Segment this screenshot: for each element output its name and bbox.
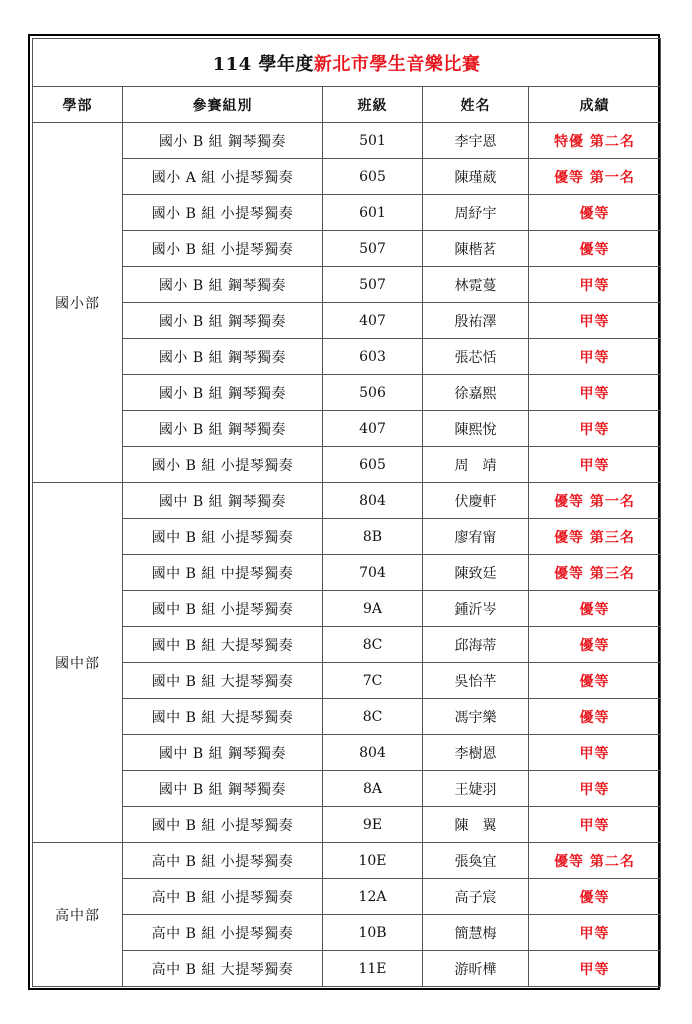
table-row: [33, 303, 661, 339]
table-row: [33, 663, 661, 699]
header-class: 班級: [323, 87, 423, 123]
class-cell: 8A: [323, 771, 423, 807]
category-cell: 國小 B 組 鋼琴獨奏: [123, 123, 323, 159]
grade-cell: 甲等: [529, 267, 661, 303]
category-cell: 高中 B 組 小提琴獨奏: [123, 879, 323, 915]
page-title: [33, 39, 661, 87]
grade-cell: 甲等: [529, 735, 661, 771]
grade-cell: 優等 第二名: [529, 843, 661, 879]
grade-cell: 甲等: [529, 771, 661, 807]
header-category: 參賽組別: [123, 87, 323, 123]
student-name-cell: 陳瑾葳: [423, 159, 529, 195]
student-name-cell: 張芯恬: [423, 339, 529, 375]
division-cell: 高中部: [33, 843, 123, 987]
student-name-cell: 徐嘉熙: [423, 375, 529, 411]
table-row: [33, 843, 661, 879]
grade-cell: 甲等: [529, 375, 661, 411]
grade-cell: 特優 第二名: [529, 123, 661, 159]
class-cell: 407: [323, 303, 423, 339]
class-cell: 9A: [323, 591, 423, 627]
division-cell: 國中部: [33, 483, 123, 843]
grade-cell: 甲等: [529, 951, 661, 987]
title-row: [33, 39, 661, 87]
title-year: 114 學年度: [212, 53, 314, 75]
student-name-cell: 馮宇樂: [423, 699, 529, 735]
grade-cell: 甲等: [529, 303, 661, 339]
table-row: [33, 771, 661, 807]
table-row: [33, 447, 661, 483]
class-cell: 601: [323, 195, 423, 231]
student-name-cell: 李宇恩: [423, 123, 529, 159]
table-row: [33, 123, 661, 159]
table-row: [33, 915, 661, 951]
student-name-cell: 高子宸: [423, 879, 529, 915]
category-cell: 國小 B 組 鋼琴獨奏: [123, 303, 323, 339]
student-name-cell: 李樹恩: [423, 735, 529, 771]
table-row: [33, 699, 661, 735]
student-name-cell: 游昕樺: [423, 951, 529, 987]
category-cell: 國中 B 組 鋼琴獨奏: [123, 771, 323, 807]
header-grade: 成績: [529, 87, 661, 123]
grade-cell: 優等: [529, 663, 661, 699]
grade-cell: 優等: [529, 591, 661, 627]
category-cell: 國中 B 組 小提琴獨奏: [123, 519, 323, 555]
results-table: [32, 38, 661, 987]
student-name-cell: 邱海蒂: [423, 627, 529, 663]
table-row: [33, 627, 661, 663]
class-cell: 10E: [323, 843, 423, 879]
class-cell: 605: [323, 159, 423, 195]
category-cell: 高中 B 組 小提琴獨奏: [123, 915, 323, 951]
table-row: [33, 159, 661, 195]
student-name-cell: 張奐宜: [423, 843, 529, 879]
grade-cell: 甲等: [529, 447, 661, 483]
table-row: [33, 231, 661, 267]
class-cell: 9E: [323, 807, 423, 843]
grade-cell: 甲等: [529, 807, 661, 843]
student-name-cell: 林霓蔓: [423, 267, 529, 303]
student-name-cell: 陳致廷: [423, 555, 529, 591]
class-cell: 501: [323, 123, 423, 159]
header-name: 姓名: [423, 87, 529, 123]
category-cell: 國小 B 組 鋼琴獨奏: [123, 267, 323, 303]
student-name-cell: 陳熙悅: [423, 411, 529, 447]
grade-cell: 優等 第一名: [529, 159, 661, 195]
student-name-cell: 吳怡芊: [423, 663, 529, 699]
table-row: [33, 411, 661, 447]
grade-cell: 優等: [529, 699, 661, 735]
student-name-cell: 廖宥甯: [423, 519, 529, 555]
table-row: [33, 555, 661, 591]
grade-cell: 優等 第三名: [529, 555, 661, 591]
student-name-cell: 陳 翼: [423, 807, 529, 843]
table-row: [33, 195, 661, 231]
table-row: [33, 267, 661, 303]
grade-cell: 甲等: [529, 915, 661, 951]
grade-cell: 優等: [529, 879, 661, 915]
table-row: [33, 591, 661, 627]
class-cell: 506: [323, 375, 423, 411]
student-name-cell: 周 靖: [423, 447, 529, 483]
class-cell: 11E: [323, 951, 423, 987]
student-name-cell: 伏慶軒: [423, 483, 529, 519]
class-cell: 12A: [323, 879, 423, 915]
category-cell: 國中 B 組 小提琴獨奏: [123, 807, 323, 843]
category-cell: 國小 B 組 小提琴獨奏: [123, 195, 323, 231]
class-cell: 407: [323, 411, 423, 447]
header-division: 學部: [33, 87, 123, 123]
category-cell: 國中 B 組 中提琴獨奏: [123, 555, 323, 591]
table-row: [33, 375, 661, 411]
class-cell: 804: [323, 735, 423, 771]
class-cell: 10B: [323, 915, 423, 951]
header-row: [33, 87, 661, 123]
grade-cell: 優等 第一名: [529, 483, 661, 519]
category-cell: 高中 B 組 小提琴獨奏: [123, 843, 323, 879]
category-cell: 國中 B 組 鋼琴獨奏: [123, 735, 323, 771]
category-cell: 國小 B 組 小提琴獨奏: [123, 231, 323, 267]
table-row: [33, 483, 661, 519]
class-cell: 507: [323, 231, 423, 267]
class-cell: 704: [323, 555, 423, 591]
class-cell: 8B: [323, 519, 423, 555]
grade-cell: 優等: [529, 627, 661, 663]
student-name-cell: 鍾沂岑: [423, 591, 529, 627]
category-cell: 國小 B 組 鋼琴獨奏: [123, 375, 323, 411]
category-cell: 國中 B 組 大提琴獨奏: [123, 699, 323, 735]
grade-cell: 優等 第三名: [529, 519, 661, 555]
student-name-cell: 周紓宇: [423, 195, 529, 231]
student-name-cell: 王婕羽: [423, 771, 529, 807]
table-row: [33, 519, 661, 555]
division-cell: 國小部: [33, 123, 123, 483]
class-cell: 507: [323, 267, 423, 303]
class-cell: 8C: [323, 699, 423, 735]
category-cell: 國中 B 組 鋼琴獨奏: [123, 483, 323, 519]
student-name-cell: 簡慧梅: [423, 915, 529, 951]
table-row: [33, 735, 661, 771]
class-cell: 804: [323, 483, 423, 519]
category-cell: 國中 B 組 大提琴獨奏: [123, 627, 323, 663]
category-cell: 國小 A 組 小提琴獨奏: [123, 159, 323, 195]
table-row: [33, 951, 661, 987]
table-row: [33, 339, 661, 375]
title-competition: 新北市學生音樂比賽: [313, 53, 481, 75]
grade-cell: 優等: [529, 231, 661, 267]
category-cell: 高中 B 組 大提琴獨奏: [123, 951, 323, 987]
grade-cell: 甲等: [529, 339, 661, 375]
class-cell: 603: [323, 339, 423, 375]
category-cell: 國中 B 組 大提琴獨奏: [123, 663, 323, 699]
category-cell: 國小 B 組 小提琴獨奏: [123, 447, 323, 483]
student-name-cell: 殷祐澤: [423, 303, 529, 339]
class-cell: 605: [323, 447, 423, 483]
grade-cell: 甲等: [529, 411, 661, 447]
class-cell: 7C: [323, 663, 423, 699]
student-name-cell: 陳楷茗: [423, 231, 529, 267]
class-cell: 8C: [323, 627, 423, 663]
category-cell: 國中 B 組 小提琴獨奏: [123, 591, 323, 627]
table-row: [33, 807, 661, 843]
category-cell: 國小 B 組 鋼琴獨奏: [123, 411, 323, 447]
table-row: [33, 879, 661, 915]
category-cell: 國小 B 組 鋼琴獨奏: [123, 339, 323, 375]
results-document: [28, 34, 660, 990]
grade-cell: 優等: [529, 195, 661, 231]
